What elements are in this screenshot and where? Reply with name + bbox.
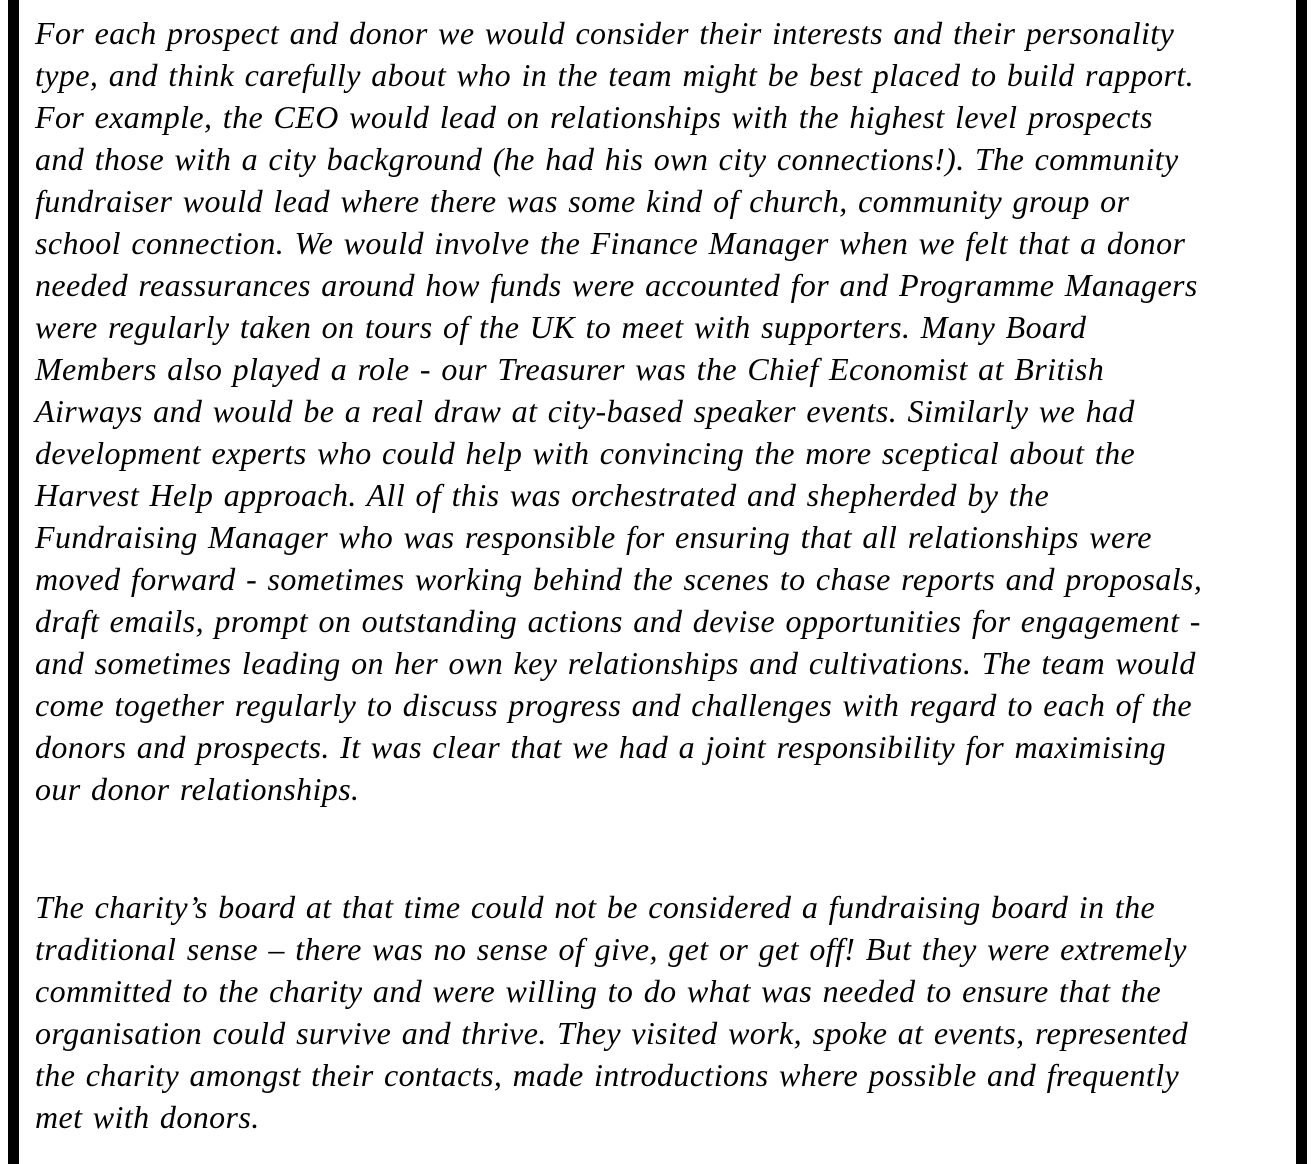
text-line: come together regularly to discuss progress and challenges with regard to each of the [35,687,1193,723]
text-line: and sometimes leading on her own key relationships and cultivations. The team would [35,645,1196,681]
text-line: For each prospect and donor we would consider their interests and their personality [35,15,1175,51]
text-line: organisation could survive and thrive. They visited work, spoke at events, represented [35,1015,1189,1051]
text-line: Fundraising Manager who was responsible for ensuring that all relationships were [35,519,1152,555]
text-line: development experts who could help with convincing the more sceptical about the [35,435,1136,471]
text-line: and those with a city background (he had his own city connections!). The community [35,141,1179,177]
text-line: needed reassurances around how funds were accounted for and Programme Managers [35,267,1198,303]
text-line: Members also played a role - our Treasurer was the Chief Economist at British [35,351,1105,387]
text-line: draft emails, prompt on outstanding actions and devise opportunities for engagement - [35,603,1201,639]
text-line: The charity’s board at that time could not be considered a fundraising board in the [35,889,1156,925]
text-line: met with donors. [35,1099,260,1135]
text-line: school connection. We would involve the Finance Manager when we felt that a donor [35,225,1186,261]
text-line: fundraiser would lead where there was some kind of church, community group or [35,183,1130,219]
text-line: traditional sense – there was no sense of give, get or get off! But they were extremely [35,931,1187,967]
text-line: donors and prospects. It was clear that we had a joint responsibility for maximising [35,729,1166,765]
text-line: committed to the charity and were willing to do what was needed to ensure that the [35,973,1162,1009]
right-border-bar [1296,0,1307,1164]
text-line: type, and think carefully about who in the team might be best placed to build rapport. [35,57,1195,93]
text-line: were regularly taken on tours of the UK to meet with supporters. Many Board [35,309,1087,345]
paragraph-2 [35,886,1286,1138]
text-line: our donor relationships. [35,771,360,807]
left-border-bar [8,0,19,1164]
document-text [35,12,1286,1138]
text-line: Airways and would be a real draw at city-based speaker events. Similarly we had [35,393,1135,429]
paragraph-1 [35,12,1286,810]
text-line: the charity amongst their contacts, made introductions where possible and frequently [35,1057,1180,1093]
text-line: moved forward - sometimes working behind the scenes to chase reports and proposals, [35,561,1203,597]
text-line: For example, the CEO would lead on relationships with the highest level prospects [35,99,1153,135]
text-line: Harvest Help approach. All of this was orchestrated and shepherded by the [35,477,1050,513]
